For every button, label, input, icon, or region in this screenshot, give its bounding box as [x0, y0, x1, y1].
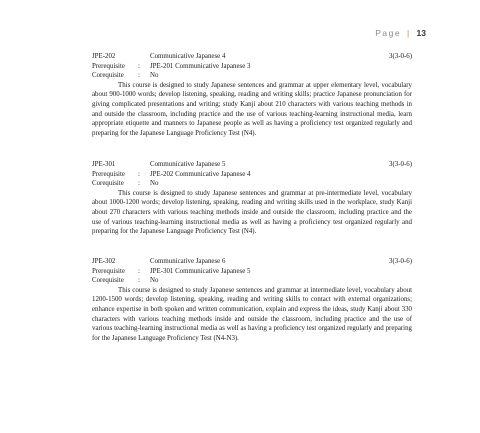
prerequisite-label: Prerequisite	[92, 267, 125, 275]
prerequisite-value: JPE-301 Communicative Japanese 5	[150, 267, 251, 275]
corequisite-row: Corequisite : No	[92, 72, 159, 80]
course-title: Communicative Japanese 6	[150, 258, 226, 265]
course-description: This course is designed to study Japanese sentences and grammar at pre-intermediate level, vocabulary about 1000-1200 words; develop listening, speaking, reading and writing skills used in the workplace, study Kanji about 270 characters with various teaching methods inside and outside the classroom, including practice and the use of various teaching-learning instructional media as well as having a proficiency test organized regularly and preparing for the Japanese Language Proficiency Test (N4).	[92, 189, 412, 236]
corequisite-value: No	[150, 72, 159, 80]
course-title: Communicative Japanese 4	[150, 53, 226, 60]
course-heading	[92, 52, 412, 62]
course-code: JPE-202	[92, 53, 116, 60]
course-heading	[92, 257, 412, 267]
course-heading	[92, 160, 412, 170]
corequisite-value: No	[150, 180, 159, 188]
page-number-header	[375, 28, 426, 38]
prerequisite-row: Prerequisite : JPE-301 Communicative Japanese 5	[92, 267, 251, 275]
course-credits: 3(3-0-6)	[389, 161, 412, 168]
prerequisite-row: Prerequisite : JPE-201 Communicative Japanese 3	[92, 62, 251, 70]
corequisite-label: Corequisite	[92, 72, 124, 80]
prerequisite-row: Prerequisite : JPE-202 Communicative Japanese 4	[92, 170, 251, 178]
corequisite-label: Corequisite	[92, 180, 124, 188]
corequisite-value: No	[150, 277, 159, 285]
page-word: Page	[375, 28, 402, 38]
page-separator: |	[406, 28, 411, 38]
course-credits: 3(3-0-6)	[389, 53, 412, 60]
course-block-jpe-301	[92, 160, 412, 237]
course-credits: 3(3-0-6)	[389, 258, 412, 265]
course-code: JPE-301	[92, 161, 116, 168]
prerequisite-label: Prerequisite	[92, 62, 125, 70]
course-title: Communicative Japanese 5	[150, 161, 226, 168]
corequisite-row: Corequisite : No	[92, 180, 159, 188]
corequisite-label: Corequisite	[92, 277, 124, 285]
course-description: This course is designed to study Japanese sentences and grammar at upper elementary level, vocabulary about 900-1000 words; develop listening, speaking, reading and writing skills; practice Japanese pronunciation for giving complicated presentations and writing; study Kanji about 210 characters with various teaching methods in and outside the classroom, including practice and the use of various teaching-learning instructional media, learn appropriate etiquette and manners to Japanese people as well as having a proficiency test organized regularly and preparing for the Japanese Language Proficiency Test (N4).	[92, 81, 412, 137]
page-number: 13	[416, 28, 426, 38]
course-code: JPE-302	[92, 258, 116, 265]
course-block-jpe-302	[92, 257, 412, 343]
course-block-jpe-202	[92, 52, 412, 138]
prerequisite-value: JPE-201 Communicative Japanese 3	[150, 62, 251, 70]
corequisite-row: Corequisite : No	[92, 277, 159, 285]
prerequisite-label: Prerequisite	[92, 170, 125, 178]
course-description: This course is designed to study Japanese sentences and grammar at intermediate level, vocabulary about 1200-1500 words; develop listening, speaking, reading and writing skills to contact with external organizations; enhance expertise in both spoken and written communication, explain and express the ideas, study Kanji about 330 characters with various teaching methods inside and outside the classroom, including practice and the use of various teaching-learning instructional media as well as having a proficiency test organized regularly and preparing for the Japanese Language Proficiency Test (N4-N3).	[92, 286, 412, 342]
prerequisite-value: JPE-202 Communicative Japanese 4	[150, 170, 251, 178]
